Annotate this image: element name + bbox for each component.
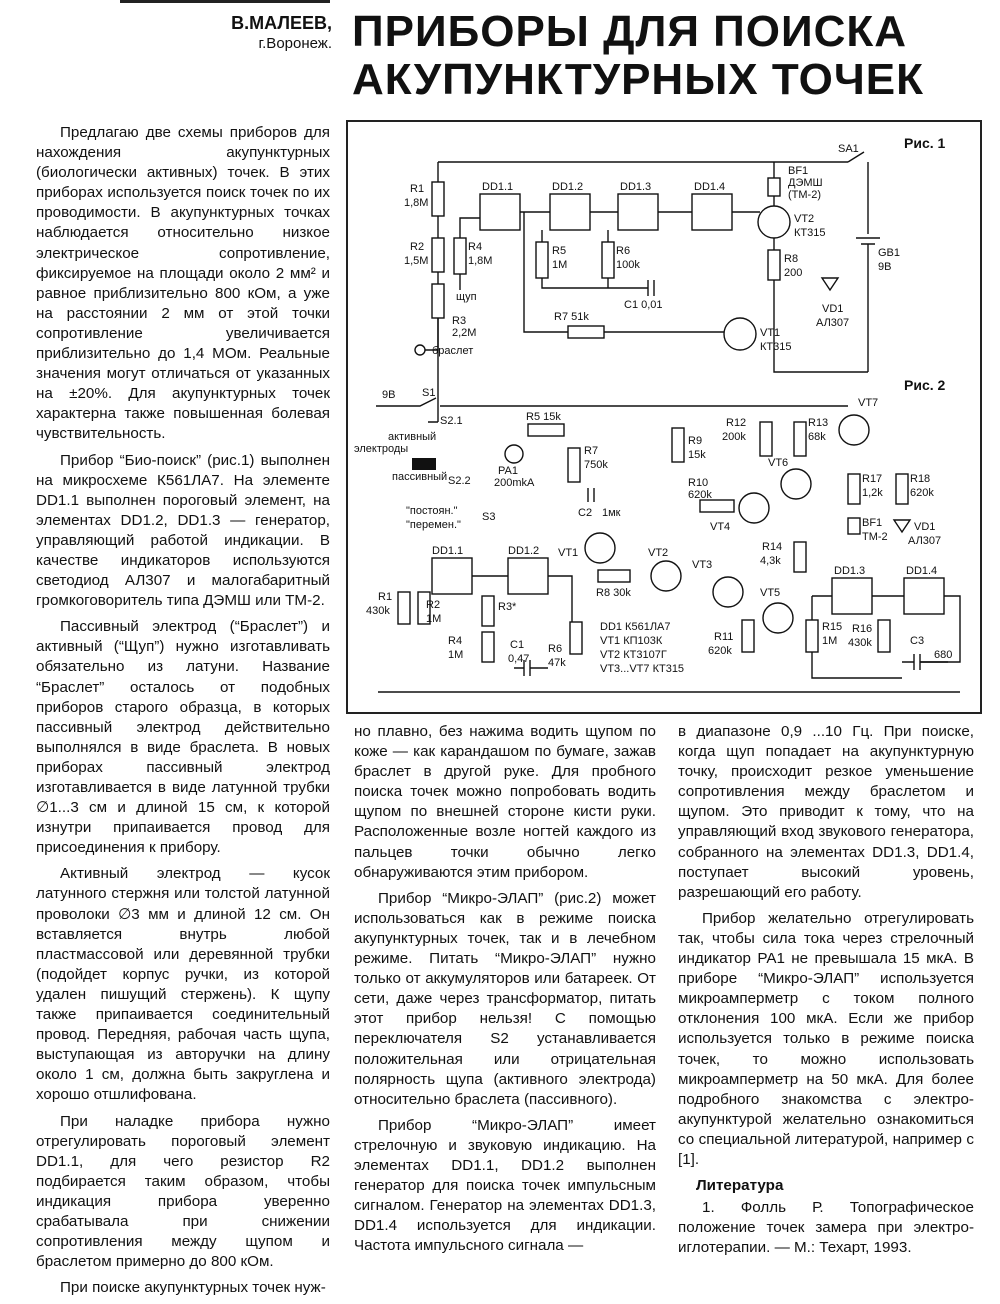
fig2-9v-label: 9В: [382, 389, 396, 401]
fig1-vt2-value: КТ315: [794, 227, 826, 239]
fig2-r11-value: 620k: [708, 645, 732, 657]
fig1-r1-label: R1: [410, 183, 425, 195]
fig2-r8-label: R8 30k: [596, 587, 631, 599]
fig2-dd12: [508, 558, 548, 594]
fig2-r6-value: 47k: [548, 657, 566, 669]
fig1-r3-value: 2,2M: [452, 327, 477, 339]
fig1-r3: [432, 284, 444, 318]
fig2-r6: [570, 622, 582, 654]
paragraph: но плавно, без нажима водить щупом по коже — как карандашом по бумаге, зажав браслет в другой руке. Для пробного поиска точек можно попробовать водить щупом по внешней стороне кисти руки. Расположенные возле ногтей каждого из пальцев точки обычно легко обнаруживаются этим прибором.: [354, 723, 656, 881]
fig1-r4: [454, 238, 466, 274]
fig1-r2-value: 1,5M: [404, 255, 429, 267]
fig2-r10: [700, 500, 734, 512]
fig1-bf1-type: ДЭМШ: [788, 177, 823, 189]
fig2-r14-label: R14: [762, 541, 783, 553]
fig2-r15-value: 1M: [822, 635, 838, 647]
fig2-r5-label: R5 15k: [526, 411, 561, 423]
fig2-r11-label: R11: [714, 631, 734, 643]
paragraph: Прибор “Микро-ЭЛАП” имеет стрелочную и звуковую индикацию. На элементах DD1.1, DD1.2 выполнен генератор для поиска точек импульсным сигналом. Генератор на элементах DD1.3, DD1.4 используется для индикации. Частота импульсного сигнала —: [354, 1116, 656, 1255]
fig2-r18-label: R18: [910, 473, 931, 485]
paragraph: Прибор желательно отрегулировать так, чтобы сила тока через стрелочный индикатор PA1 не превышала 15 мкА. В приборе “Микро-ЭЛАП” используется микроамперметр с током полного отклонения 100 мкА. Если же прибор используется только в режиме поиска точек, то можно использовать микроамперметр на 50 мкА. Для более подробного знакомства с электро-акупунктурой желательно ознакомиться со специальной литературой, например с [1].: [678, 909, 974, 1168]
paragraph: Активный электрод — кусок латунного стержня или толстой латунной проволоки ∅3 мм и длиной 12 см. Он вставляется внутрь любой пластмассовой или деревянной трубки (подойдет корпус ручки, из которой удален пишущий стержень). К щупу также припаивается соединительный провод. Передняя, рабочая часть щупа, выступающая из авторучки на длину около 1 см, должна быть закруглена и хорошо отшлифована.: [36, 865, 330, 1104]
fig2-pa1: [505, 445, 523, 463]
fig2-bf1-label: BF1: [862, 517, 883, 529]
fig2-r2-label: R2: [426, 599, 441, 611]
fig2-c3-label: C3: [910, 635, 925, 647]
fig2-power-rail: [376, 398, 848, 406]
fig1-r4-label: R4: [468, 241, 483, 253]
fig1-dd13: [618, 194, 658, 230]
fig2-dd14-label: DD1.4: [906, 565, 938, 577]
fig1-c1: [648, 280, 654, 296]
fig1-dd13-label: DD1.3: [620, 181, 652, 193]
fig2-c3-value: 680: [934, 649, 953, 661]
fig2-r9-label: R9: [688, 435, 703, 447]
fig2-r9: [672, 428, 684, 462]
fig1-r5-value: 1M: [552, 259, 568, 271]
fig2-r7: [568, 448, 580, 482]
fig2-pa1-value: 200mkA: [494, 477, 535, 489]
fig1-bracelet-label: браслет: [432, 345, 474, 357]
fig2-s3-label: S3: [482, 511, 496, 523]
fig2-vt2: [651, 561, 681, 591]
fig1-r2-label: R2: [410, 241, 425, 253]
fig1-r5: [536, 242, 548, 278]
fig1-vt2: [758, 206, 790, 238]
fig2-vt4: [739, 493, 769, 523]
fig2-vt5: [763, 603, 793, 633]
reference-item: 1. Фолль Р. Топографическое положение точек замера при электро-иглотерапии. — М.: Техарт, 1993.: [678, 1199, 974, 1257]
fig1-vt1-label: VT1: [760, 327, 781, 339]
fig2-vt7-label: VT7: [858, 397, 879, 409]
fig2-r15: [806, 620, 818, 652]
fig1-dd11-label: DD1.1: [482, 181, 514, 193]
fig2-r13-label: R13: [808, 417, 829, 429]
fig1-r8: [768, 250, 780, 280]
fig1-vt1-value: КТ315: [760, 341, 792, 353]
fig2-r17-value: 1,2k: [862, 487, 883, 499]
fig2-r12: [760, 422, 772, 456]
fig2-r16-label: R16: [852, 623, 873, 635]
fig2-r10-value: 620k: [688, 489, 712, 501]
fig1-bf1-label: BF1: [788, 165, 809, 177]
fig2-dd12-label: DD1.2: [508, 545, 540, 557]
fig1-label: Рис. 1: [904, 135, 946, 151]
fig1-vt1: [724, 318, 756, 350]
fig2-passive-label: пассивный: [392, 471, 448, 483]
fig2-r14: [794, 542, 806, 572]
text-column-3: [678, 722, 974, 1264]
fig1-r6: [602, 242, 614, 278]
fig1-gb1-label: GB1: [878, 247, 901, 259]
fig2-vt6-label: VT6: [768, 457, 789, 469]
fig2-r4-label: R4: [448, 635, 463, 647]
fig2-r10-label: R10: [688, 477, 709, 489]
fig2-dd13: [832, 578, 872, 614]
fig2-c1-value: 0,47: [508, 653, 530, 665]
fig2-r13-value: 68k: [808, 431, 826, 443]
fig1-r7-label: R7 51k: [554, 311, 589, 323]
fig2-r2-value: 1M: [426, 613, 442, 625]
fig2-s22-label: S2.2: [448, 475, 471, 487]
fig2-dd11-label: DD1.1: [432, 545, 464, 557]
fig1-bf1-alt: (ТМ-2): [788, 189, 821, 201]
fig1-r2: [432, 238, 444, 272]
fig2-r1-label: R1: [378, 591, 393, 603]
fig2-r12-label: R12: [726, 417, 747, 429]
fig1-r8-label: R8: [784, 253, 799, 265]
paragraph: При поиске акупунктурных точек нуж-: [60, 1279, 326, 1297]
fig2-r11: [742, 620, 754, 652]
fig2-r1-value: 430k: [366, 605, 390, 617]
fig1-dd11: [480, 194, 520, 230]
fig2-dd14: [904, 578, 944, 614]
fig2-c2: [588, 488, 594, 502]
author-name: В.МАЛЕЕВ,: [231, 13, 332, 33]
fig2-vt3-label: VT3: [692, 559, 713, 571]
fig2-vt7: [839, 415, 869, 445]
fig2-vd1: [894, 520, 910, 532]
fig2-vt1: [585, 533, 615, 563]
fig2-parts-4: VT3...VT7 КТ315: [600, 663, 685, 675]
fig2-vt1-label: VT1: [558, 547, 579, 559]
author-block: [190, 12, 332, 54]
schematic-diagrams: [348, 122, 980, 712]
fig2-r12-value: 200k: [722, 431, 746, 443]
fig2-r14-value: 4,3k: [760, 555, 781, 567]
fig2-r9-value: 15k: [688, 449, 706, 461]
fig2-electrodes-label: электроды: [354, 443, 409, 455]
fig1-r4-value: 1,8M: [468, 255, 493, 267]
fig1-r8-value: 200: [784, 267, 803, 279]
fig2-vt5-label: VT5: [760, 587, 781, 599]
fig2-parts-1: DD1 К561ЛА7: [600, 621, 671, 633]
references-heading: Литература: [696, 1177, 784, 1195]
fig2-vt3: [713, 577, 743, 607]
fig2-r7-value: 750k: [584, 459, 608, 471]
fig2-parts-2: VT1 КП103К: [600, 635, 663, 647]
fig2-c2-label: C2: [578, 507, 593, 519]
fig2-s21-label: S2.1: [440, 415, 463, 427]
fig2-s1-label: S1: [422, 387, 436, 399]
fig1-r5-label: R5: [552, 245, 567, 257]
fig1-r1-value: 1,8M: [404, 197, 429, 209]
fig2-r4: [482, 632, 494, 662]
fig1-probe-label: щуп: [456, 291, 477, 303]
title-line-1: ПРИБОРЫ ДЛЯ ПОИСКА: [352, 7, 908, 56]
fig2-r3: [482, 596, 494, 626]
text-column-2: [354, 722, 656, 1262]
fig2-label: Рис. 2: [904, 377, 946, 393]
fig2-var-label: "перемен.": [406, 519, 461, 531]
fig2-bf1: [848, 518, 860, 534]
fig2-vd1-value: АЛ307: [908, 535, 942, 547]
fig2-r3-label: R3*: [498, 601, 517, 613]
fig2-r16: [878, 620, 890, 652]
fig1-r7: [568, 326, 604, 338]
paragraph: Прибор “Био-поиск” (рис.1) выполнен на микросхеме К561ЛА7. На элементе DD1.1 выполнен пороговый элемент, на элементах DD1.2, DD1.3 — генератор, управляющий работой индикации. В качестве индикаторов используются светодиод АЛ307 и малогабаритный громкоговоритель типа ДЭМШ или ТМ-2.: [36, 451, 330, 610]
fig2-vd1-label: VD1: [914, 521, 936, 533]
fig1-r3-label: R3: [452, 315, 467, 327]
paragraph: Предлагаю две схемы приборов для нахождения акупунктурных (биологически активных) точек. В этих приборах используется поиск точек по их проводимости. В акупунктурных точках наблюдается относительно низкое электрическое сопротивление, фиксируемое на площади около 2 мм² и равное приблизительно 800 кОм, а уже на расстоянии 2 мм от этой точки сопротивление увеличивается приблизительно до 1,4 МОм. Реальные значения могут отличаться от указанных на ±20%. Для акупунктурных точек характерна также повышенная болевая чувствительность.: [36, 124, 330, 443]
fig1-c1-label: C1 0,01: [624, 299, 663, 311]
fig2-dd11: [432, 558, 472, 594]
schematic-figure: [346, 120, 982, 714]
fig2-dd13-label: DD1.3: [834, 565, 866, 577]
fig1-r1: [432, 182, 444, 216]
fig1-bf1: [768, 178, 780, 196]
fig2-vt6: [781, 469, 811, 499]
fig2-r15-label: R15: [822, 621, 843, 633]
fig1-vd1-label: VD1: [822, 303, 844, 315]
fig2-r1: [398, 592, 410, 624]
fig1-gb1-value: 9В: [878, 261, 892, 273]
fig2-c2-value: 1мк: [602, 507, 621, 519]
fig2-r17-label: R17: [862, 473, 883, 485]
fig2-active-label: активный: [388, 431, 437, 443]
fig2-r6-label: R6: [548, 643, 563, 655]
fig2-r5: [528, 424, 564, 436]
fig2-passive-electrode: [412, 458, 436, 470]
fig1-vt2-label: VT2: [794, 213, 815, 225]
fig2-bf1-value: ТМ-2: [862, 531, 888, 543]
author-city: г.Воронеж.: [258, 35, 332, 52]
fig1-vd1: [822, 278, 838, 290]
fig2-r8: [598, 570, 630, 582]
paragraph: Прибор “Микро-ЭЛАП” (рис.2) может использоваться как в режиме поиска акупунктурных точек, так и в лечебном режиме. Питать “Микро-ЭЛАП” нужно только от аккумуляторов или батареек. От сети, даже через трансформатор, питать этот прибор нельзя! С помощью переключателя S2 устанавливается положительная или отрицательная полярность щупа (активного электрода) относительно браслета (пассивного).: [354, 889, 656, 1108]
paragraph: в диапазоне 0,9 ...10 Гц. При поиске, когда щуп попадает на акупунктурную точку, происходит резкое уменьшение сопротивления между браслетом и щупом. Это приводит к тому, что на управляющий вход звукового генератора, собранного на элементах DD1.3, DD1.4, поступает высокий уровень, разрешающий его работу.: [678, 723, 974, 901]
paragraph: При наладке прибора нужно отрегулировать пороговый элемент DD1.1, для чего резистор R2 подбирается таким образом, чтобы индикация прибора уверенно срабатывала при снижении сопротивления между щупом и браслетом примерно до 800 кОм.: [36, 1112, 330, 1271]
fig1-r6-label: R6: [616, 245, 631, 257]
fig2-r7-label: R7: [584, 445, 599, 457]
fig2-vt4-label: VT4: [710, 521, 731, 533]
fig2-parts-3: VT2 КТ3107Г: [600, 649, 667, 661]
fig2-const-label: "постоян.": [406, 505, 458, 517]
fig1-bracelet-terminal: [415, 345, 425, 355]
fig1-vd1-value: АЛ307: [816, 317, 850, 329]
paragraph: Пассивный электрод (“Браслет”) и активный (“Щуп”) нужно изготавливать обязательно из латуни. Название “Браслет” осталось от подобных приборов старого образца, в которых пассивный электрод действительно выполнялся в виде браслета. В новых приборах пассивный электрод изготавливается в виде латунной трубки ∅1...3 см и длиной 15 см, к которой изнутри припаивается провод для присоединения к прибору.: [36, 618, 330, 857]
fig2-r17: [848, 474, 860, 504]
fig2-r4-value: 1M: [448, 649, 464, 661]
fig1-sa1-label: SA1: [838, 143, 859, 155]
text-column-1: [36, 123, 330, 1304]
fig2-r18-value: 620k: [910, 487, 934, 499]
fig2-r13: [794, 422, 806, 456]
fig1-dd14-label: DD1.4: [694, 181, 726, 193]
fig1-dd14: [692, 194, 732, 230]
fig2-c1-label: C1: [510, 639, 525, 651]
fig2-r18: [896, 474, 908, 504]
fig1-dd12: [550, 194, 590, 230]
fig2-r16-value: 430k: [848, 637, 872, 649]
fig1-sa1-gb1: [848, 152, 880, 372]
fig2-pa1-label: PA1: [498, 465, 518, 477]
title-line-2: АКУПУНКТУРНЫХ ТОЧЕК: [352, 55, 924, 104]
top-rule: [120, 0, 330, 3]
article-title: [352, 8, 972, 104]
fig1-r6-value: 100k: [616, 259, 640, 271]
fig1-dd12-label: DD1.2: [552, 181, 584, 193]
fig2-vt2-label: VT2: [648, 547, 669, 559]
